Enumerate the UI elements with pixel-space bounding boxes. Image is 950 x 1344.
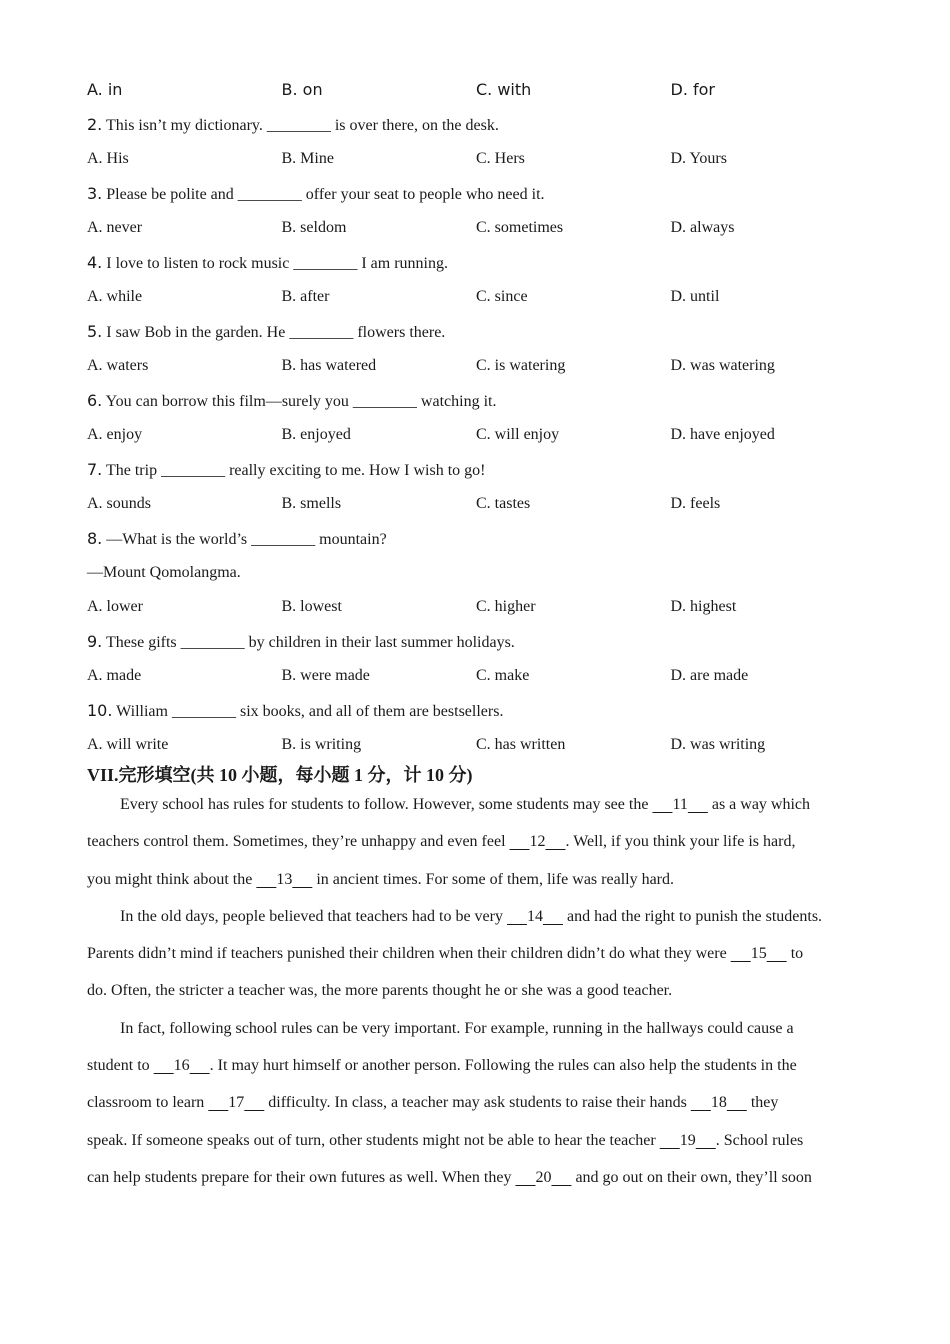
blank-18	[691, 1094, 747, 1111]
blank-number: 14	[526, 907, 543, 925]
blank-20	[515, 1169, 571, 1186]
blank-19	[660, 1132, 716, 1149]
option-a: A. waters	[87, 357, 149, 374]
blank-14	[507, 908, 563, 925]
passage-text: Parents didn’t mind if teachers punished their children when their children didn’t do what they were	[87, 945, 731, 963]
blank-16	[154, 1057, 210, 1074]
option-c: C. tastes	[476, 495, 531, 512]
blank-number: 18	[710, 1094, 727, 1112]
passage-line: In fact, following school rules can be very important. For example, running in the hallways could cause a	[120, 1019, 794, 1037]
blank-number: 16	[173, 1057, 190, 1075]
blank-11: ​ 11	[652, 796, 707, 813]
question-number: 10.	[87, 701, 113, 720]
option-a: A. will write	[87, 736, 169, 753]
passage-line	[87, 1164, 877, 1201]
blank-number: 20	[535, 1168, 552, 1186]
q6-options	[87, 423, 877, 447]
option-b: B. seldom	[281, 219, 347, 236]
option-a: A. never	[87, 219, 143, 236]
passage-line: do. Often, the stricter a teacher was, the more parents thought he or she was a good teacher.	[87, 982, 673, 1000]
option-c: C. make	[476, 667, 530, 684]
exam-page	[87, 78, 877, 1201]
passage-text: classroom to learn	[87, 1094, 209, 1112]
question-8	[87, 527, 877, 551]
passage-line	[87, 1127, 877, 1164]
option-d: D. highest	[670, 598, 737, 615]
blank-15	[731, 945, 787, 962]
question-text: Please be polite and ________ offer your seat to people who need it.	[106, 186, 545, 203]
passage-line	[87, 866, 877, 903]
passage-line	[87, 791, 877, 828]
question-text: —What is the world’s ________ mountain?	[106, 531, 387, 548]
blank-13	[256, 871, 312, 888]
passage-text: . It may hurt himself or another person. Following the rules can also help the students in the	[209, 1057, 797, 1075]
question-text: These gifts ________ by children in their last summer holidays.	[105, 634, 515, 651]
question-text: I saw Bob in the garden. He ________ flowers there.	[106, 324, 446, 341]
question-text: This isn’t my dictionary. ________ is over there, on the desk.	[105, 117, 499, 134]
passage-text: can help students prepare for their own futures as well. When they	[87, 1168, 516, 1186]
question-8-response: —Mount Qomolangma.	[87, 564, 241, 581]
blank-17	[208, 1094, 264, 1111]
section-title: VII.完形填空(共 10 小题，每小题 1 分，计 10 分)	[87, 765, 473, 785]
option-b: B. lowest	[281, 598, 342, 615]
option-c: C. has written	[476, 736, 566, 753]
blank-number: 15	[750, 945, 767, 963]
option-c: C. is watering	[476, 357, 566, 374]
option-b: B. enjoyed	[281, 426, 351, 443]
passage-text: and go out on their own, they’ll soon	[571, 1168, 812, 1186]
passage-line	[87, 903, 877, 940]
option-b: B. after	[281, 288, 330, 305]
passage-text: . School rules	[715, 1131, 804, 1149]
q3-options	[87, 216, 877, 240]
question-number: 8.	[87, 529, 103, 548]
blank-number: 11	[672, 796, 688, 813]
passage-line	[87, 940, 877, 977]
question-number: 9.	[87, 632, 103, 651]
option-d: D. have enjoyed	[670, 426, 775, 443]
passage-text: speak. If someone speaks out of turn, other students might not be able to hear the teacher	[87, 1131, 660, 1149]
blank-number: 12	[529, 833, 546, 851]
q5-options	[87, 354, 877, 378]
blank-number: 17	[228, 1094, 245, 1112]
option-a: A. while	[87, 288, 143, 305]
option-a: A. His	[87, 150, 129, 167]
option-b: B. is writing	[281, 736, 362, 753]
option-a: A. enjoy	[87, 426, 143, 443]
option-c: C. sometimes	[476, 219, 564, 236]
question-number: 2.	[87, 115, 103, 134]
passage-line	[87, 1089, 877, 1126]
question-10	[87, 699, 877, 723]
q8-options	[87, 595, 877, 619]
q4-options	[87, 285, 877, 309]
q1-options	[87, 78, 877, 102]
question-number: 3.	[87, 184, 103, 203]
option-d: D. until	[670, 288, 720, 305]
option-c: C. will enjoy	[476, 426, 560, 443]
option-a: A. made	[87, 667, 142, 684]
option-a: A. lower	[87, 598, 143, 615]
question-5	[87, 320, 877, 344]
passage-text: as a way which	[707, 796, 811, 813]
option-a: A. sounds	[87, 495, 152, 512]
cloze-passage	[87, 791, 877, 1201]
option-d: D. feels	[670, 495, 721, 512]
question-number: 6.	[87, 391, 103, 410]
q2-options	[87, 147, 877, 171]
question-4	[87, 251, 877, 275]
passage-text: . Well, if you think your life is hard,	[565, 833, 796, 851]
option-b: B. on	[281, 80, 323, 99]
option-b: B. Mine	[281, 150, 334, 167]
option-b: B. smells	[281, 495, 342, 512]
option-d: D. always	[670, 219, 735, 236]
passage-text: difficulty. In class, a teacher may ask students to raise their hands	[264, 1094, 691, 1112]
question-text: I love to listen to rock music ________ I am running.	[106, 255, 448, 272]
option-d: D. was watering	[670, 357, 775, 374]
passage-text: to	[786, 945, 804, 963]
option-d: D. for	[670, 80, 715, 99]
passage-line	[87, 1052, 877, 1089]
passage-text: teachers control them. Sometimes, they’re unhappy and even feel	[87, 833, 510, 851]
passage-text: Every school has rules for students to follow. However, some students may see the	[120, 796, 653, 813]
passage-text: they	[746, 1094, 779, 1112]
blank-number: 19	[679, 1131, 696, 1149]
option-c: C. with	[476, 80, 532, 99]
passage-text: in ancient times. For some of them, life was really hard.	[312, 870, 675, 888]
option-b: B. were made	[281, 667, 370, 684]
option-b: B. has watered	[281, 357, 377, 374]
option-d: D. Yours	[670, 150, 727, 167]
q10-options	[87, 733, 877, 757]
question-number: 5.	[87, 322, 103, 341]
passage-text: student to	[87, 1057, 154, 1075]
question-number: 4.	[87, 253, 103, 272]
passage-text: you might think about the	[87, 870, 257, 888]
question-9	[87, 630, 877, 654]
q9-options	[87, 664, 877, 688]
option-c: C. higher	[476, 598, 536, 615]
passage-text: In the old days, people believed that teachers had to be very	[120, 907, 507, 925]
option-d: D. are made	[670, 667, 749, 684]
question-6	[87, 389, 877, 413]
passage-text: and had the right to punish the students.	[562, 907, 823, 925]
blank-number: 13	[276, 870, 293, 888]
question-number: 7.	[87, 460, 103, 479]
question-text: You can borrow this film—surely you ________ watching it.	[105, 393, 497, 410]
question-text: The trip ________ really exciting to me. How I wish to go!	[105, 462, 486, 479]
question-text: William ________ six books, and all of them are bestsellers.	[116, 703, 504, 720]
option-d: D. was writing	[670, 736, 766, 753]
passage-line	[87, 828, 877, 865]
blank-12	[510, 833, 566, 850]
question-2	[87, 113, 877, 137]
option-c: C. Hers	[476, 150, 525, 167]
question-7	[87, 458, 877, 482]
question-3	[87, 182, 877, 206]
option-c: C. since	[476, 288, 528, 305]
q7-options	[87, 492, 877, 516]
option-a: A. in	[87, 80, 123, 99]
